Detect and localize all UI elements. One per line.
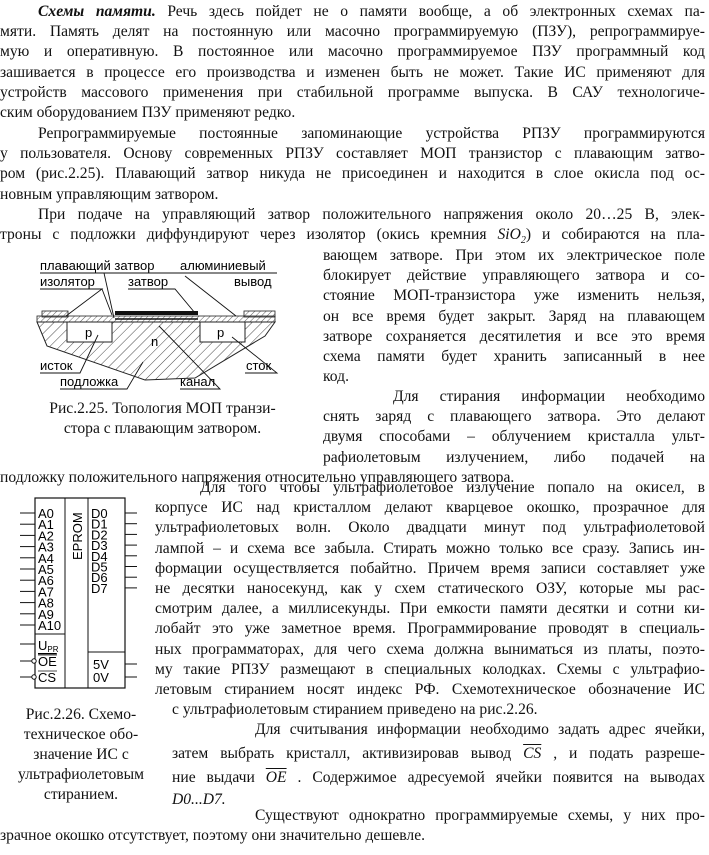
- label-lead: вывод: [234, 274, 272, 289]
- data-pin-label: D5: [91, 559, 108, 575]
- caption-line: ультрафиолетовым: [18, 766, 144, 783]
- contact-right: [244, 311, 275, 317]
- caption-line: стиранием.: [43, 786, 119, 803]
- label-p-right: p: [217, 325, 225, 340]
- data-pin-label: D4: [91, 548, 108, 564]
- control-gate: [115, 311, 198, 315]
- text-line: [172, 742, 705, 766]
- paragraph-programming: [0, 205, 705, 245]
- data-pin-label: D2: [91, 527, 108, 543]
- text-line: затворе сохраняется десятилетия и все это время: [323, 327, 705, 345]
- paragraph-memory-circuits: [0, 2, 705, 123]
- text-line: ных программаторах, для чего схема должна выниматься из платы, поэто-: [155, 640, 705, 658]
- text-line: зрачное окошко отсутствует, поэтому они значительно дешевле.: [0, 827, 426, 844]
- text-line: [172, 766, 705, 790]
- caption-line: Рис.2.25. Топология МОП транзи-: [49, 400, 276, 417]
- caption-line: стора с плавающим затвором.: [63, 420, 262, 437]
- text-line: корпусе ИС над кристаллом делают кварцевое окошко, прозрачное для: [155, 499, 705, 517]
- text-line: с ультрафиолетовым стиранием приведено на рис.2.26.: [172, 701, 538, 719]
- text-line: подложку положительного напряжения относительно управляющего затвора.: [0, 469, 515, 486]
- label-drain: сток: [246, 358, 272, 373]
- text-line: ром (рис.2.25). Плавающий затвор никуда не присоединен и находится в слое окисла под ос-: [0, 165, 705, 183]
- formula-text: SiO: [497, 226, 521, 244]
- text-span: затем выбрать кристалл, активизировав вывод: [172, 745, 524, 762]
- pin-oe: OE: [38, 654, 57, 669]
- text-line: Для считывания информации необходимо задать адрес ячейки,: [255, 721, 705, 738]
- text-line: летовым стиранием носят индекс РФ. Схемотехническое обозначение ИС: [155, 680, 705, 698]
- address-pin-label: A0: [38, 506, 54, 521]
- text-line: При подаче на управляющий затвор положительного напряжения около 20…25 В, элек-: [38, 206, 705, 223]
- text-line: не десятки наносекунд, как у схем статического ОЗУ, которые мы рас-: [155, 579, 705, 597]
- text-line: формации осуществляется побайтно. Причем время записи составляет уже: [155, 559, 705, 577]
- paragraph-uv-erasing: [155, 478, 705, 720]
- text-span: троны с подложки диффундируют через изолятор (окись кремния: [0, 226, 498, 244]
- text-line: стояние МОП-транзистора уже изменить нельзя,: [323, 287, 705, 305]
- pin-0v: 0V: [93, 670, 109, 685]
- data-pin-label: D0: [91, 506, 108, 521]
- label-floating-gate: плавающий затвор: [40, 258, 155, 273]
- data-pin-label: D6: [91, 570, 108, 586]
- label-n: n: [151, 334, 159, 349]
- signal-cs: $\overline{CS}$: [523, 745, 542, 762]
- text-line: рафиолетовым излучением, либо подачей на: [323, 448, 705, 466]
- address-pin-label: A6: [38, 573, 54, 589]
- pin-upr-label: U: [38, 638, 48, 653]
- address-pin-label: A9: [38, 606, 54, 622]
- text-line: Существуют однократно программируемые схемы, у них про-: [255, 807, 705, 824]
- label-p-left: p: [85, 325, 93, 340]
- label-substrate: подложка: [60, 374, 119, 389]
- address-pin-label: A3: [38, 539, 54, 555]
- text-span: . Содержимое адресуемой ячейки появится на выводах: [286, 769, 706, 786]
- label-gate: затвор: [128, 274, 169, 289]
- text-line: мую и оперативную. В постоянное или масочно программируемое ПЗУ программный код: [0, 43, 705, 61]
- contact-left: [42, 311, 68, 317]
- text-line: лампой – и схема все забыла. Стирать можно только все сразу. Запись ин-: [155, 539, 705, 557]
- address-pin-label: A8: [38, 595, 54, 611]
- address-pin-label: A7: [38, 584, 54, 600]
- text-line: [0, 2, 705, 22]
- text-span: Речь здесь пойдет не о памяти вообще, а об электронных схемах па-: [167, 3, 705, 20]
- data-pin-label: D3: [91, 538, 108, 554]
- text-line: ультрафиолетовых волн. Около двадцати минут под ультрафиолетовой: [155, 519, 705, 537]
- pin-5v: 5V: [93, 657, 109, 672]
- text-line: у пользователя. Основу современных РПЗУ составляет МОП транзистор с плавающим затво-: [0, 145, 705, 163]
- inversion-bubble-cs: [32, 675, 36, 679]
- paragraph-reading: [172, 718, 705, 810]
- caption-line: техническое обо-: [23, 726, 139, 743]
- paragraph-erasing: [323, 387, 705, 468]
- text-line: устройств массового применения при стабильной программе выпуска. В САУ технологиче-: [0, 83, 705, 101]
- chip-name: EPROM: [70, 512, 85, 560]
- data-pin-label: D7: [91, 580, 108, 596]
- text-line: снять заряд с плавающего затвора. Это делают: [323, 408, 705, 426]
- paragraph-programming-cont: [323, 246, 705, 387]
- text-line: Для того чтобы ультрафиолетовое излучение попало на окисел, в: [200, 479, 705, 496]
- address-pin-label: A2: [38, 528, 54, 544]
- address-pin-label: A1: [38, 517, 54, 533]
- inversion-bubble-oe: [32, 659, 36, 663]
- text-line: Репрограммируемые постоянные запоминающие устройства РПЗУ программируются: [38, 125, 705, 142]
- text-line: зашивается в процессе его производства и изменен быть не может. Такие ИС применяют для: [0, 63, 705, 81]
- text-line: схема памяти будет хранить записанный в нее: [323, 347, 705, 365]
- address-pin-label: A10: [38, 618, 62, 633]
- mos-transistor-figure: [0, 250, 320, 400]
- figure-2-25-caption: [0, 399, 325, 439]
- text-span: , и подать разреше-: [541, 745, 705, 762]
- address-pin-label: A4: [38, 550, 54, 566]
- formula: [497, 226, 526, 247]
- section-heading: Схемы памяти.: [38, 3, 156, 20]
- text-line: [0, 225, 705, 245]
- label-insulator: изолятор: [40, 274, 95, 289]
- text-line: новным управляющим затвором.: [0, 185, 219, 203]
- text-span: ние выдачи: [172, 769, 266, 786]
- text-line: код.: [323, 368, 349, 386]
- label-aluminum: алюминиевый: [180, 258, 266, 273]
- text-line: ским оборудованием ПЗУ применяют редко.: [0, 103, 296, 121]
- label-source: исток: [40, 358, 73, 373]
- pin-upr-sub: PR: [47, 645, 59, 654]
- figure-2-26-caption: [0, 705, 162, 805]
- text-span: ) и собираются на пла-: [525, 226, 705, 244]
- eprom-chip-figure: [0, 490, 150, 695]
- text-line: мяти. Память делят на постоянную или масочно программируемую (ПЗУ), репрограммируе-: [0, 23, 705, 41]
- label-channel: канал: [180, 374, 216, 389]
- text-line: лобайт это уже заметное время. Программирование проводят в специаль-: [155, 620, 705, 638]
- text-line: вающем затворе. При этом их электрическое поле: [323, 247, 705, 264]
- pin-cs: CS: [38, 670, 57, 685]
- paragraph-otp: [172, 806, 705, 826]
- text-line: блокирует действие управляющего затвора и со-: [323, 267, 705, 285]
- text-line: D0...D7.: [172, 791, 226, 808]
- text-line: смотрим далее, а миллисекунды. При емкости памяти десятки и сотни ки-: [155, 600, 705, 618]
- text-line: он все время будет закрыт. Заряд на плавающем: [323, 307, 705, 325]
- text-line: му такие РПЗУ размещают в специальных колодках. Схемы с ультрафио-: [155, 660, 705, 678]
- text-line: двумя способами – облучением кристалла ульт-: [323, 428, 705, 446]
- text-line: Для стирания информации необходимо: [393, 388, 705, 405]
- caption-line: значение ИС с: [33, 746, 129, 763]
- address-pin-label: A5: [38, 562, 54, 577]
- data-pin-label: D1: [91, 516, 108, 532]
- signal-oe: $\overline{OE}$: [265, 769, 287, 786]
- paragraph-otp-cont: [0, 826, 705, 846]
- caption-line: Рис.2.26. Схемо-: [25, 706, 137, 723]
- formula-subscript: 2: [520, 235, 526, 247]
- paragraph-rpzu: [0, 124, 705, 205]
